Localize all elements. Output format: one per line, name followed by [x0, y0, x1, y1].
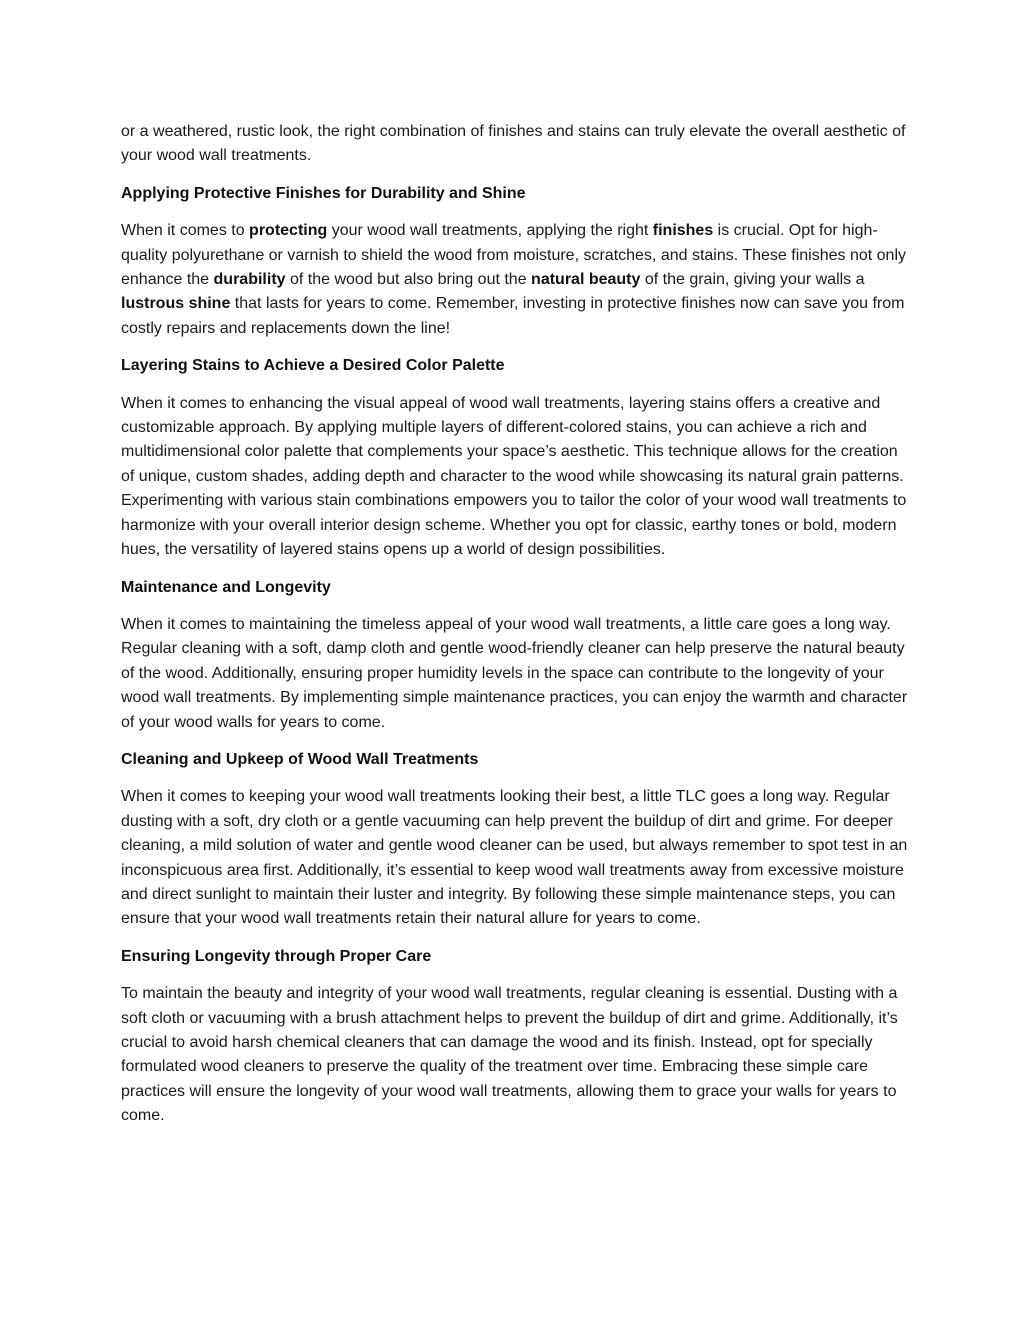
text-run: your wood wall treatments, applying the right — [327, 222, 653, 240]
section-paragraph-layering-stains: When it comes to enhancing the visual appeal of wood wall treatments, layering stains offers a creative and customizable approach. By applying multiple layers of different-colored stains, you can achieve a rich and multidimensional color palette that complements your space’s aesthetic. This technique allows for the creation of unique, custom shades, adding depth and character to the wood while showcasing its natural grain patterns. Experimenting with various stain combinations empowers you to tailor the color of your wood wall treatments to harmonize with your overall interior design scheme. Whether you opt for classic, earthy tones or bold, modern hues, the versatility of layered stains opens up a world of design possibilities. — [121, 394, 907, 559]
section-heading-layering-stains: Layering Stains to Achieve a Desired Color Palette — [121, 357, 505, 375]
section-heading-protective-finishes: Applying Protective Finishes for Durability and Shine — [121, 184, 526, 202]
section-heading-maintenance: Maintenance and Longevity — [121, 578, 331, 596]
document-page — [121, 120, 911, 1142]
text-run: is crucial. Opt for high-quality polyurethane or varnish to shield the wood from moisture, scratches, and stains. These finishes not only enhance the — [121, 222, 907, 289]
text-run: of the grain, giving your walls a — [640, 271, 865, 289]
section-heading-proper-care: Ensuring Longevity through Proper Care — [121, 947, 432, 965]
text-run: of the wood but also bring out the — [285, 271, 532, 289]
bold-term-finishes: finishes — [652, 222, 714, 240]
section-paragraph-maintenance: When it comes to maintaining the timeless appeal of your wood wall treatments, a little care goes a long way. Regular cleaning with a soft, damp cloth and gentle wood-friendly cleaner can help preserve the natural beauty of the wood. Additionally, ensuring proper humidity levels in the space can contribute to the longevity of your wood wall treatments. By implementing simple maintenance practices, you can enjoy the warmth and character of your wood walls for years to come. — [121, 615, 908, 731]
bold-term-protecting: protecting — [249, 222, 328, 240]
text-run: When it comes to — [121, 222, 250, 240]
section-heading-cleaning: Cleaning and Upkeep of Wood Wall Treatments — [121, 750, 479, 768]
bold-term-durability: durability — [213, 271, 286, 289]
bold-term-natural-beauty: natural beauty — [531, 271, 641, 289]
section-paragraph-protective-finishes — [121, 219, 911, 341]
section-paragraph-proper-care: To maintain the beauty and integrity of your wood wall treatments, regular cleaning is essential. Dusting with a soft cloth or vacuuming with a brush attachment helps to prevent the buildup of dirt and grime. Additionally, it’s crucial to avoid harsh chemical cleaners that can damage the wood and its finish. Instead, opt for specially formulated wood cleaners to preserve the quality of the treatment over time. Embracing these simple care practices will ensure the longevity of your wood wall treatments, allowing them to grace your walls for years to come. — [121, 985, 898, 1125]
intro-paragraph: or a weathered, rustic look, the right combination of finishes and stains can truly elevate the overall aesthetic of your wood wall treatments. — [121, 123, 906, 165]
section-paragraph-cleaning: When it comes to keeping your wood wall treatments looking their best, a little TLC goes a long way. Regular dusting with a soft, dry cloth or a gentle vacuuming can help prevent the buildup of dirt and grime. For deeper cleaning, a mild solution of water and gentle wood cleaner can be used, but always remember to spot test in an inconspicuous area first. Additionally, it’s essential to keep wood wall treatments away from excessive moisture and direct sunlight to maintain their luster and integrity. By following these simple maintenance steps, you can ensure that your wood wall treatments retain their natural allure for years to come. — [121, 788, 908, 928]
text-run: that lasts for years to come. Remember, investing in protective finishes now can save you from costly repairs and replacements down the line! — [121, 295, 905, 337]
bold-term-lustrous-shine: lustrous shine — [121, 295, 231, 313]
